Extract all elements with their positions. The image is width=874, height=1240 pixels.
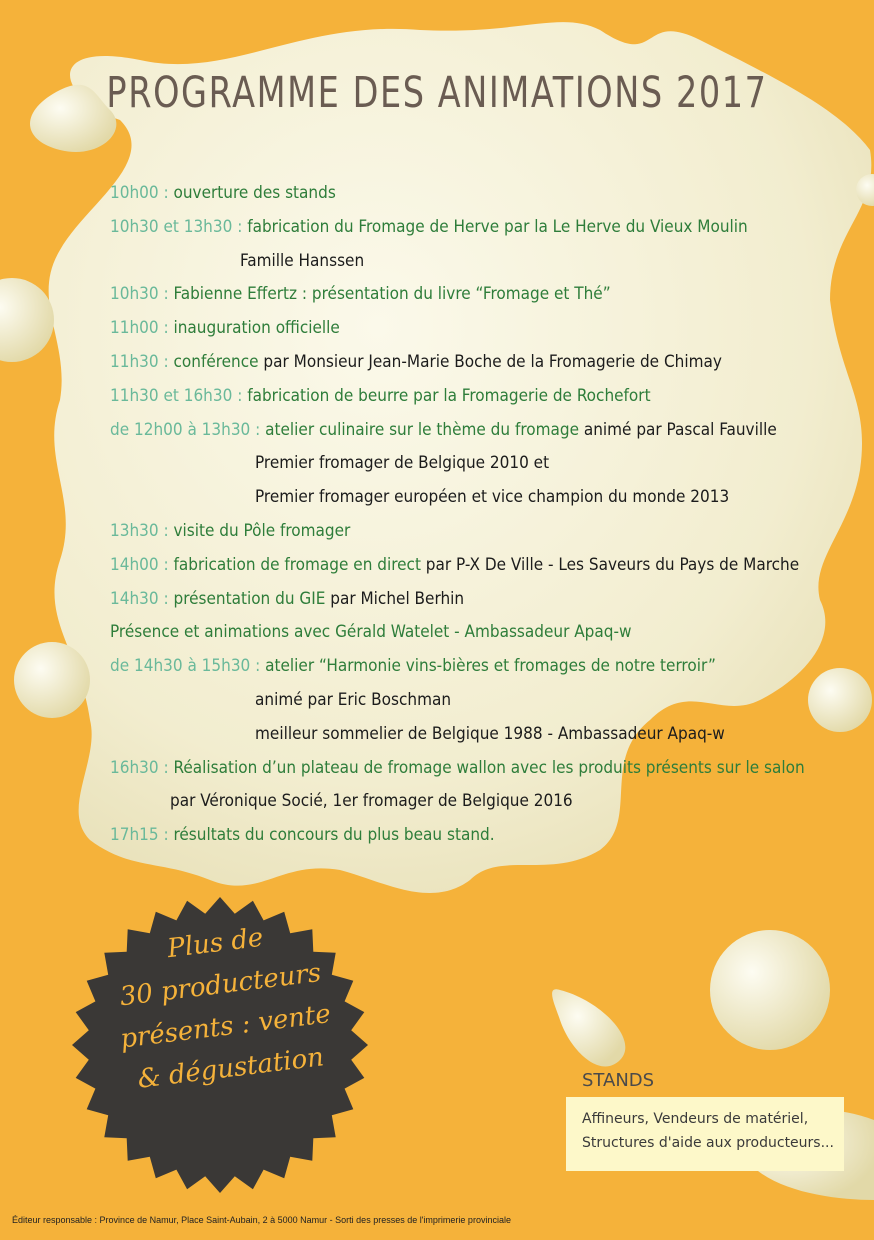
program-line: [110, 216, 748, 238]
program-activity: Présence et animations avec Gérald Watelet - Ambassadeur Apaq-w: [110, 622, 632, 643]
drop-left-mid: [14, 642, 90, 718]
drip-bottom-right: [552, 989, 625, 1066]
program-time: 10h30 :: [110, 284, 169, 305]
program-time: 13h30 :: [110, 521, 169, 541]
page-title: PROGRAMME DES ANIMATIONS 2017: [106, 68, 768, 118]
program-line: [110, 520, 350, 542]
program-line: [255, 486, 729, 508]
badge-line: présents : vente: [118, 999, 333, 1055]
program-detail: par Monsieur Jean-Marie Boche de la Fromagerie de Chimay: [258, 352, 722, 372]
program-time: 14h30 :: [110, 588, 169, 609]
program-activity: atelier “Harmonie vins-bières et fromages de notre terroir”: [260, 656, 716, 677]
program-line: [110, 351, 722, 373]
program-time: 10h00 :: [110, 183, 169, 203]
program-detail: par Michel Berhin: [325, 588, 465, 609]
program-line: [110, 757, 805, 779]
program-time: 10h30 et 13h30 :: [110, 216, 243, 237]
program-time: 11h00 :: [110, 318, 169, 339]
badge-line: 30 producteurs: [118, 957, 323, 1013]
program-activity: inauguration officielle: [168, 318, 340, 339]
program-activity: fabrication de fromage en direct: [168, 554, 421, 575]
program-detail: par P-X De Ville - Les Saveurs du Pays de Marche: [420, 554, 800, 575]
drop-right-large: [710, 930, 830, 1050]
badge-line: Plus de: [165, 922, 265, 965]
footer-publisher: Éditeur responsable : Province de Namur, Place Saint-Aubain, 2 à 5000 Namur - Sorti des presses de l'imprimerie provinciale: [12, 1215, 511, 1225]
program-detail: par Véronique Socié, 1er fromager de Belgique 2016: [170, 791, 573, 812]
program-line: [170, 790, 573, 812]
badge-line: & dégustation: [135, 1042, 326, 1095]
program-line: [110, 588, 464, 610]
stands-box: [566, 1097, 844, 1171]
program-time: 11h30 :: [110, 352, 169, 372]
drop-right-mid: [808, 668, 872, 732]
program-line: [110, 824, 495, 846]
program-detail: Premier fromager européen et vice champion du monde 2013: [255, 487, 730, 508]
program-line: [110, 182, 336, 204]
program-line: [110, 621, 632, 643]
program-activity: atelier culinaire sur le thème du fromage: [260, 419, 579, 440]
program-activity: résultats du concours du plus beau stand.: [168, 825, 495, 846]
program-activity: Fabienne Effertz : présentation du livre “Fromage et Thé”: [168, 284, 611, 305]
program-detail: Famille Hanssen: [240, 250, 365, 271]
program-line: [255, 723, 725, 745]
stands-line: Structures d'aide aux producteurs...: [582, 1135, 834, 1151]
program-activity: présentation du GIE: [168, 588, 326, 609]
program-time: 11h30 et 16h30 :: [110, 385, 243, 406]
program-detail: animé par Eric Boschman: [255, 690, 452, 710]
program-line: [240, 250, 364, 272]
program-line: [110, 655, 716, 677]
program-time: 16h30 :: [110, 757, 169, 778]
program-line: [110, 554, 799, 576]
stands-line: Affineurs, Vendeurs de matériel,: [582, 1111, 809, 1127]
program-time: 14h00 :: [110, 554, 169, 575]
program-activity: fabrication du Fromage de Herve par la Le Herve du Vieux Moulin: [242, 216, 748, 237]
program-activity: visite du Pôle fromager: [168, 521, 351, 541]
program-detail: Premier fromager de Belgique 2010 et: [255, 453, 550, 474]
badge-text: [89, 907, 358, 1104]
program-time: de 12h00 à 13h30 :: [110, 419, 261, 440]
program-detail: meilleur sommelier de Belgique 1988 - Ambassadeur Apaq-w: [255, 723, 725, 744]
drop-left-large: [0, 278, 54, 362]
program-line: [110, 283, 611, 305]
stands-heading: STANDS: [582, 1070, 655, 1091]
program-line: [255, 689, 451, 711]
program-line: [110, 317, 340, 339]
program-line: [255, 452, 549, 474]
program-activity: conférence: [168, 352, 259, 372]
program-activity: ouverture des stands: [168, 183, 336, 203]
program-time: de 14h30 à 15h30 :: [110, 656, 261, 677]
program-detail: animé par Pascal Fauville: [578, 419, 777, 440]
program-time: 17h15 :: [110, 825, 169, 846]
program-activity: fabrication de beurre par la Fromagerie de Rochefort: [242, 385, 651, 406]
program-line: [110, 385, 651, 407]
program-line: [110, 419, 777, 441]
program-activity: Réalisation d’un plateau de fromage wallon avec les produits présents sur le salon: [168, 757, 805, 778]
